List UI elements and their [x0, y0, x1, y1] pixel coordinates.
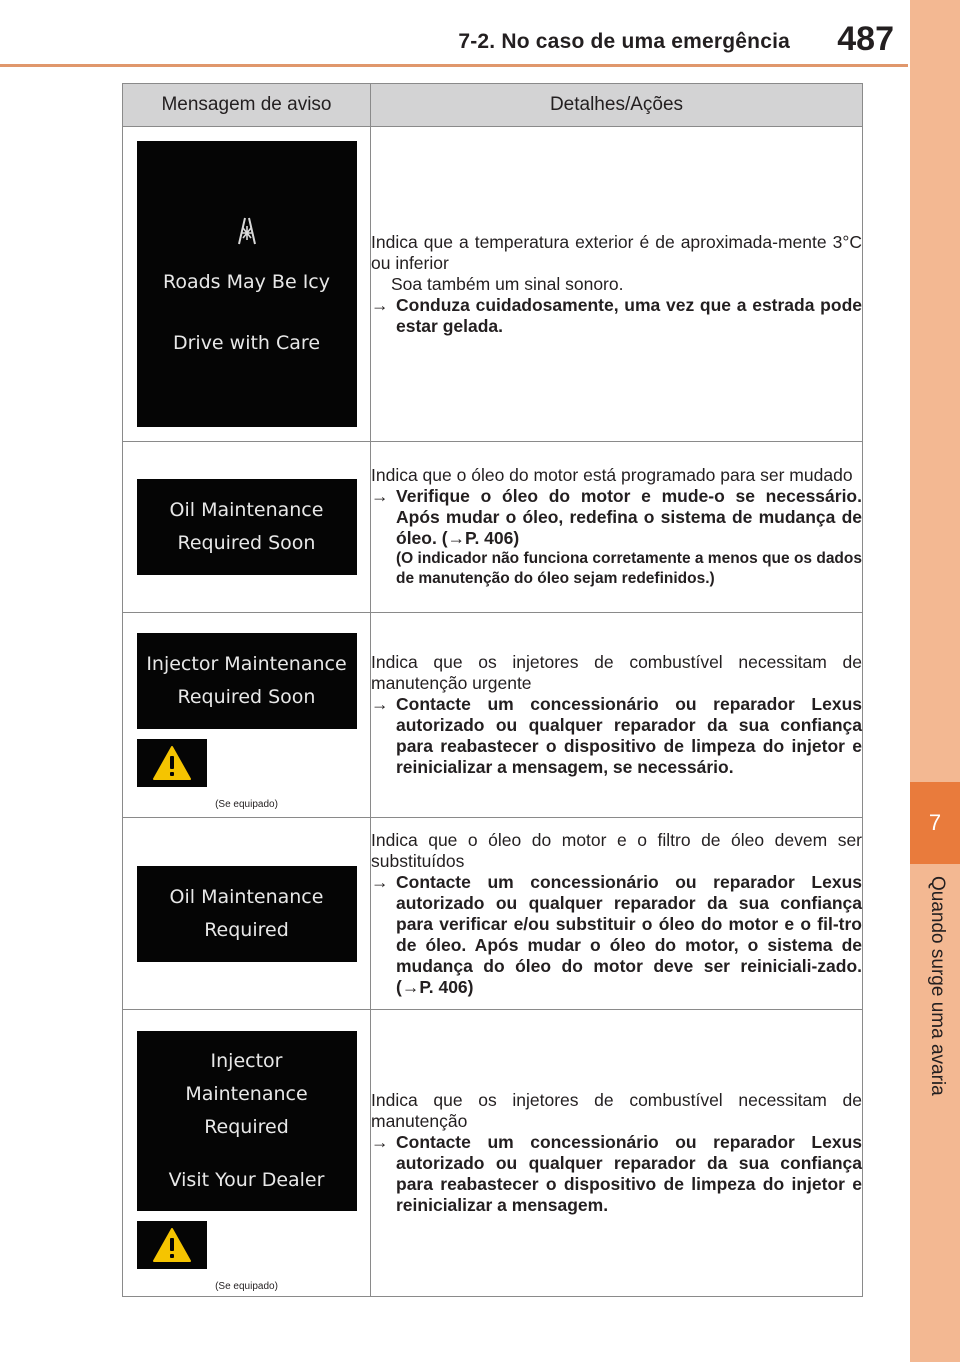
- message-cell: [123, 442, 371, 613]
- table-row: [123, 1010, 863, 1297]
- screen-line: Drive with Care: [172, 331, 321, 354]
- arrow-icon: →: [371, 294, 389, 315]
- description: Indica que o óleo do motor e o filtro de óleo devem ser substituídos: [371, 829, 862, 871]
- details-cell: [371, 1010, 863, 1297]
- action-label: Conduza cuidadosamente, uma vez que a estrada pode estar gelada.: [396, 294, 862, 336]
- action-label: Contacte um concessionário ou reparador Lexus autorizado ou qualquer reparador da sua confiança para verificar e/ou substituir o óleo do motor e o fil-tro de óleo. Após mudar o óleo do motor, o sistema de mudança do óleo do motor deve ser reiniciali-zado. (→P. 406): [396, 871, 862, 997]
- action-label: Verifique o óleo do motor e mude-o se necessário. Após mudar o óleo, redefina o sistema de mudança de óleo. (→P. 406): [396, 486, 862, 548]
- screen-line: Injector: [210, 1049, 283, 1072]
- chapter-side-tab: [910, 0, 960, 1362]
- screen-line: Oil Maintenance: [169, 885, 324, 908]
- chapter-title: Quando surge uma avaria: [927, 876, 948, 1096]
- details-cell: [371, 818, 863, 1010]
- arrow-icon: →: [371, 1132, 389, 1152]
- action-text: [371, 486, 862, 549]
- header-rule: [0, 64, 908, 67]
- details-cell: [371, 442, 863, 613]
- description: Indica que os injetores de combustível necessitam de manutenção: [371, 1090, 862, 1131]
- road-ice-icon: [230, 216, 264, 251]
- arrow-icon: →: [371, 694, 389, 714]
- action-text: [371, 1132, 862, 1216]
- screen-line: Required Soon: [177, 532, 316, 554]
- message-cell: [123, 818, 371, 1010]
- display-screen: [137, 141, 357, 427]
- screen-line: Oil Maintenance: [169, 499, 324, 521]
- details-cell: [371, 127, 863, 442]
- warning-triangle-icon: [152, 745, 192, 781]
- screen-line: Visit Your Dealer: [168, 1168, 325, 1191]
- display-screen: [137, 1031, 357, 1211]
- details-cell: [371, 613, 863, 818]
- display-screen: [137, 479, 357, 575]
- equipped-note: (Se equipado): [215, 1280, 278, 1292]
- screen-line: Roads May Be Icy: [163, 270, 330, 293]
- description: Indica que a temperatura exterior é de aproximada-mente 3°C ou inferior: [371, 231, 862, 273]
- table-row: [123, 613, 863, 818]
- screen-line: Required Soon: [177, 685, 316, 708]
- equipped-note: (Se equipado): [215, 798, 278, 810]
- display-screen: [137, 866, 357, 962]
- column-header-details: Detalhes/Ações: [371, 84, 863, 127]
- action-text: [371, 872, 862, 998]
- table-row: [123, 442, 863, 613]
- message-cell: [123, 1010, 371, 1297]
- screen-line: Maintenance: [185, 1082, 308, 1105]
- chapter-number: 7: [910, 782, 960, 864]
- warning-indicator: [137, 739, 207, 787]
- section-title: 7-2. No caso de uma emergência: [458, 30, 790, 53]
- warning-indicator: [137, 1221, 207, 1269]
- action-text: [371, 694, 862, 778]
- action-label: Contacte um concessionário ou reparador Lexus autorizado ou qualquer reparador da sua confiança para reabastecer o dispositivo de limpeza do injetor e reinicializar a mensagem.: [396, 1132, 862, 1215]
- arrow-icon: →: [371, 486, 389, 506]
- column-header-message: Mensagem de aviso: [123, 84, 371, 127]
- page-number: 487: [837, 20, 894, 58]
- table-header-row: [123, 84, 863, 127]
- note-text: (O indicador não funciona corretamente a menos que os dados de manutenção do óleo sejam redefinidos.): [396, 550, 862, 587]
- action-label: Contacte um concessionário ou reparador Lexus autorizado ou qualquer reparador da sua confiança para reabastecer o dispositivo de limpeza do injetor e reinicializar a mensagem, se necessário.: [396, 694, 862, 777]
- description: Indica que os injetores de combustível necessitam de manutenção urgente: [371, 652, 862, 693]
- message-cell: [123, 127, 371, 442]
- table-row: [123, 818, 863, 1010]
- table-row: [123, 127, 863, 442]
- screen-line: Required: [204, 918, 289, 941]
- message-cell: [123, 613, 371, 818]
- sub-note: Soa também um sinal sonoro.: [391, 273, 624, 294]
- warning-message-table: [122, 83, 863, 1297]
- display-screen: [137, 633, 357, 729]
- description: Indica que o óleo do motor está programado para ser mudado: [371, 465, 853, 485]
- screen-line: Injector Maintenance: [146, 652, 347, 675]
- screen-line: Required: [204, 1115, 289, 1138]
- action-text: [371, 295, 862, 337]
- arrow-icon: →: [371, 871, 389, 892]
- warning-triangle-icon: [152, 1227, 192, 1263]
